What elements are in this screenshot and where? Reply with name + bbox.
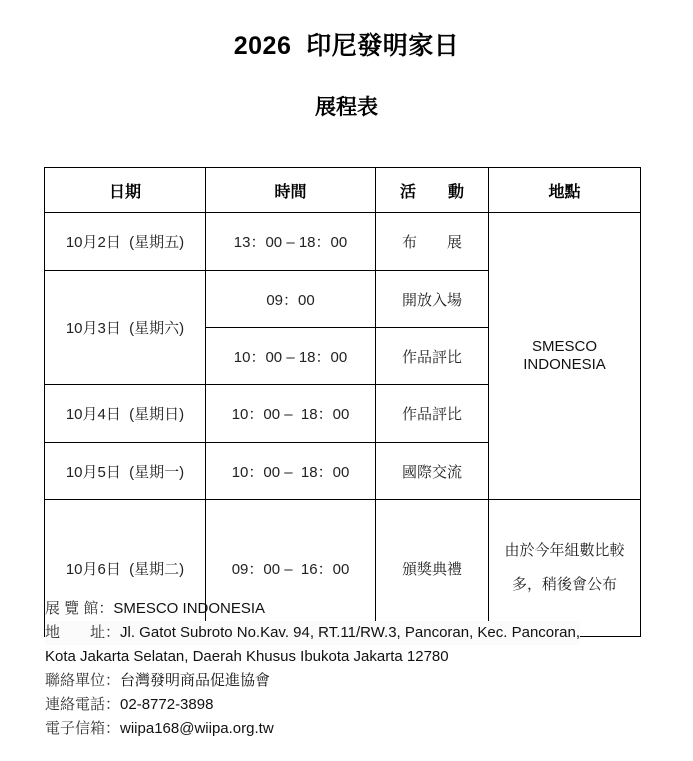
date-cell: 10月3日 (星期六) xyxy=(45,271,206,385)
address-line xyxy=(45,621,580,645)
date-cell: 10月5日 (星期一) xyxy=(45,443,206,500)
column-header-venue: 地點 xyxy=(489,168,641,213)
exhibition-hall-label: 展 覽 館： xyxy=(45,600,114,617)
time-cell: 13：00 – 18：00 xyxy=(206,213,376,271)
activity-cell: 作品評比 xyxy=(376,385,489,443)
table-header-row xyxy=(45,168,641,213)
award-venue-note: 由於今年組數比較 多，稍後會公布 xyxy=(504,542,625,593)
time-cell: 10：00 – 18：00 xyxy=(206,328,376,385)
address-value-line1: Jl. Gatot Subroto No.Kav. 94, RT.11/RW.3, Pancoran, Kec. Pancoran, xyxy=(120,624,580,641)
date-cell: 10月4日 (星期日) xyxy=(45,385,206,443)
date-cell: 10月6日 (星期二) xyxy=(45,500,206,637)
phone-line xyxy=(45,693,580,717)
activity-cell: 作品評比 xyxy=(376,328,489,385)
date-cell: 10月2日 (星期五) xyxy=(45,213,206,271)
table-row xyxy=(45,213,641,271)
exhibition-hall-line xyxy=(45,597,580,621)
contact-unit-value: 台灣發明商品促進協會 xyxy=(120,672,271,689)
page-subtitle: 展程表 xyxy=(315,96,378,119)
address-value-line2: Kota Jakarta Selatan, Daerah Khusus Ibukota Jakarta 12780 xyxy=(45,648,449,665)
address-label: 地 址： xyxy=(45,624,121,641)
activity-cell: 國際交流 xyxy=(376,443,489,500)
contact-unit-line xyxy=(45,669,580,693)
time-cell: 09：00 xyxy=(206,271,376,328)
contact-unit-label: 聯絡單位： xyxy=(45,672,121,689)
venue-cell xyxy=(489,213,641,500)
email-label: 電子信箱： xyxy=(45,720,121,737)
address-line-2 xyxy=(45,645,580,669)
contact-info xyxy=(45,597,580,741)
schedule-table xyxy=(44,167,641,637)
column-header-time: 時間 xyxy=(206,168,376,213)
phone-label: 連絡電話： xyxy=(45,696,121,713)
email-value[interactable]: wiipa168@wiipa.org.tw xyxy=(120,720,274,737)
activity-cell: 頒獎典禮 xyxy=(376,500,489,637)
page-title: 2026 印尼發明家日 xyxy=(233,32,460,60)
activity-cell: 開放入場 xyxy=(376,271,489,328)
time-cell: 10：00 – 18：00 xyxy=(206,385,376,443)
phone-value: 02-8772-3898 xyxy=(120,696,214,713)
activity-cell: 布 展 xyxy=(376,213,489,271)
email-line xyxy=(45,717,580,741)
time-cell: 09：00 – 16：00 xyxy=(206,500,376,637)
exhibition-hall-value: SMESCO INDONESIA xyxy=(113,600,266,617)
column-header-date: 日期 xyxy=(45,168,206,213)
time-cell: 10：00 – 18：00 xyxy=(206,443,376,500)
column-header-activity: 活 動 xyxy=(376,168,489,213)
venue-name: SMESCO INDONESIA xyxy=(523,338,606,373)
